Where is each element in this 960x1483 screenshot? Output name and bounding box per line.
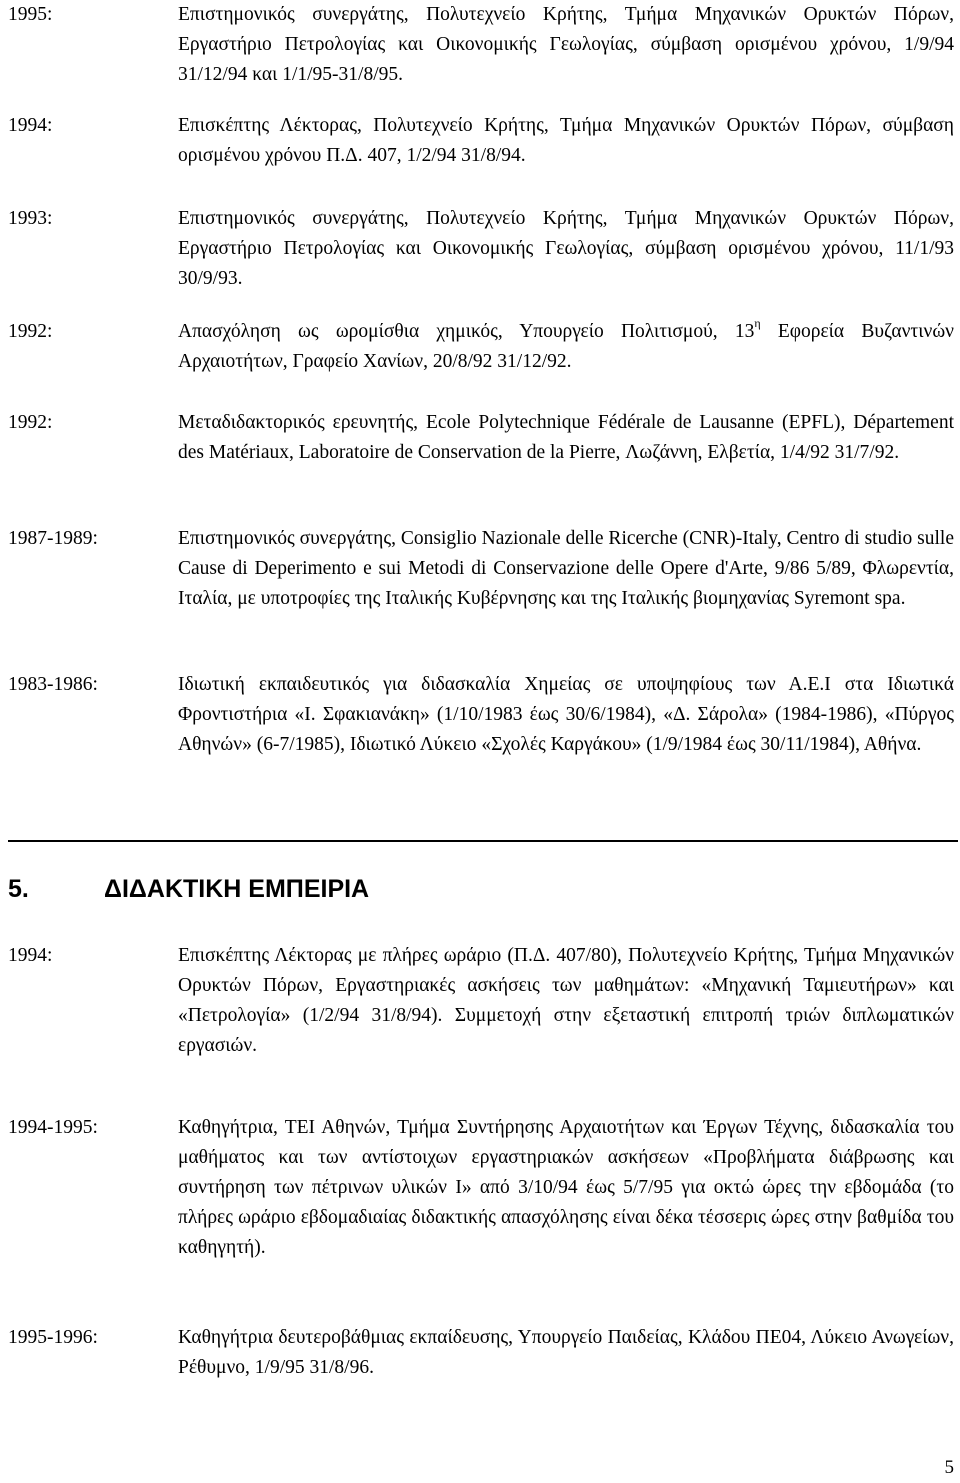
entry-1995 [8,0,954,90]
entry-1983-1986 [8,670,954,760]
entry-text: Καθηγήτρια, ΤΕΙ Αθηνών, Τμήμα Συντήρησης Αρχαιοτήτων και Έργων Τέχνης, διδασκαλία του μαθήματος και των αντίστοιχων εργαστηριακών ασκήσεων «Προβλήματα διάβρωσης και συντήρηση των πέτρινων υλικών Ι» από 3/10/94 έως 5/7/95 για οκτώ ώρες την εβδομάδα (το πλήρες ωράριο εβδομαδιαίας διδακτικής απασχόλησης είναι δέκα τέσσερις ώρες στην βαθμίδα του καθηγητή). [178,1117,954,1258]
entry-text: Ιδιωτική εκπαιδευτικός για διδασκαλία Χημείας σε υποψηφίους των Α.Ε.Ι στα Ιδιωτικά Φροντιστήρια «Ι. Σφακιανάκη» (1/10/1983 έως 30/6/1984), «Δ. Σάρολα» (1984-1986), «Πύργος Αθηνών» (6-7/1985), Ιδιωτικό Λύκειο «Σχολές Καργάκου» (1/9/1984 έως 30/11/1984), Αθήνα. [178,674,954,755]
entry-1992-epfl [8,408,954,468]
entry-year: 1995-1996: [8,1327,98,1348]
entry-text [178,317,954,377]
entry-text: Καθηγήτρια δευτεροβάθμιας εκπαίδευσης, Υπουργείο Παιδείας, Κλάδου ΠΕ04, Λύκειο Ανωγείων, Ρέθυμνο, 1/9/95 31/8/96. [178,1327,954,1378]
entry-year: 1992: [8,412,53,433]
entry-text: Επισκέπτης Λέκτορας, Πολυτεχνείο Κρήτης, Τμήμα Μηχανικών Ορυκτών Πόρων, σύμβαση ορισμένου χρόνου Π.Δ. 407, 1/2/94 31/8/94. [178,115,954,166]
page-number: 5 [944,1457,954,1478]
section-heading [8,840,958,906]
entry-year: 1995: [8,4,53,25]
teaching-entry-1994-1995 [8,1113,954,1263]
ordinal-superscript: η [754,315,761,330]
section-title: ΔΙΔΑΚΤΙΚΗ ΕΜΠΕΙΡΙΑ [104,875,370,903]
section-number: 5. [8,875,29,903]
entry-text: Επιστημονικός συνεργάτης, Πολυτεχνείο Κρήτης, Τμήμα Μηχανικών Ορυκτών Πόρων, Εργαστήριο Πετρολογίας και Οικονομικής Γεωλογίας, σύμβαση ορισμένου χρόνου, 11/1/93 30/9/93. [178,208,954,289]
entry-year: 1987-1989: [8,528,98,549]
entry-text-part-1: Απασχόληση ως ωρομίσθια χημικός, Υπουργείο Πολιτισμού, 13 [178,321,755,342]
entry-1993 [8,204,954,294]
entry-year: 1992: [8,321,53,342]
entry-text: Μεταδιδακτορικός ερευνητής, Ecole Polytechnique Fédérale de Lausanne (EPFL), Département des Matériaux, Laboratoire de Conservation de la Pierre, Λωζάννη, Ελβετία, 1/4/92 31/7/92. [178,412,954,463]
entry-year: 1994: [8,115,53,136]
entry-year: 1983-1986: [8,674,98,695]
entry-text-part-2: Εφορεία Βυζαντινών Αρχαιοτήτων, Γραφείο Χανίων, 20/8/92 31/12/92. [178,321,954,372]
entry-1987-1989 [8,524,954,614]
entry-1994 [8,111,954,171]
entry-year: 1994-1995: [8,1117,98,1138]
teaching-entry-1994 [8,941,954,1061]
teaching-entry-1995-1996 [8,1323,954,1383]
entry-year: 1993: [8,208,53,229]
entry-text: Επιστημονικός συνεργάτης, Πολυτεχνείο Κρήτης, Τμήμα Μηχανικών Ορυκτών Πόρων, Εργαστήριο Πετρολογίας και Οικονομικής Γεωλογίας, σύμβαση ορισμένου χρόνου, 1/9/94 31/12/94 και 1/1/95-31/8/95. [178,4,954,85]
entry-text: Επισκέπτης Λέκτορας με πλήρες ωράριο (Π.Δ. 407/80), Πολυτεχνείο Κρήτης, Τμήμα Μηχανικών Ορυκτών Πόρων, Εργαστηριακές ασκήσεις των μαθημάτων: «Μηχανική Ταμιευτήρων» και «Πετρολογία» (1/2/94 31/8/94). Συμμετοχή στην εξεταστική επιτροπή τριών διπλωματικών εργασιών. [178,945,954,1056]
entry-text: Επιστημονικός συνεργάτης, Consiglio Nazionale delle Ricerche (CNR)-Italy, Centro di studio sulle Cause di Deperimento e sui Metodi di Conservazione delle Opere d'Arte, 9/86 5/89, Φλωρεντία, Ιταλία, με υποτροφίες της Ιταλικής Κυβέρνησης και της Ιταλικής βιομηχανίας Syremont spa. [178,528,954,609]
entry-1992-ephorate [8,317,954,377]
entry-year: 1994: [8,945,53,966]
